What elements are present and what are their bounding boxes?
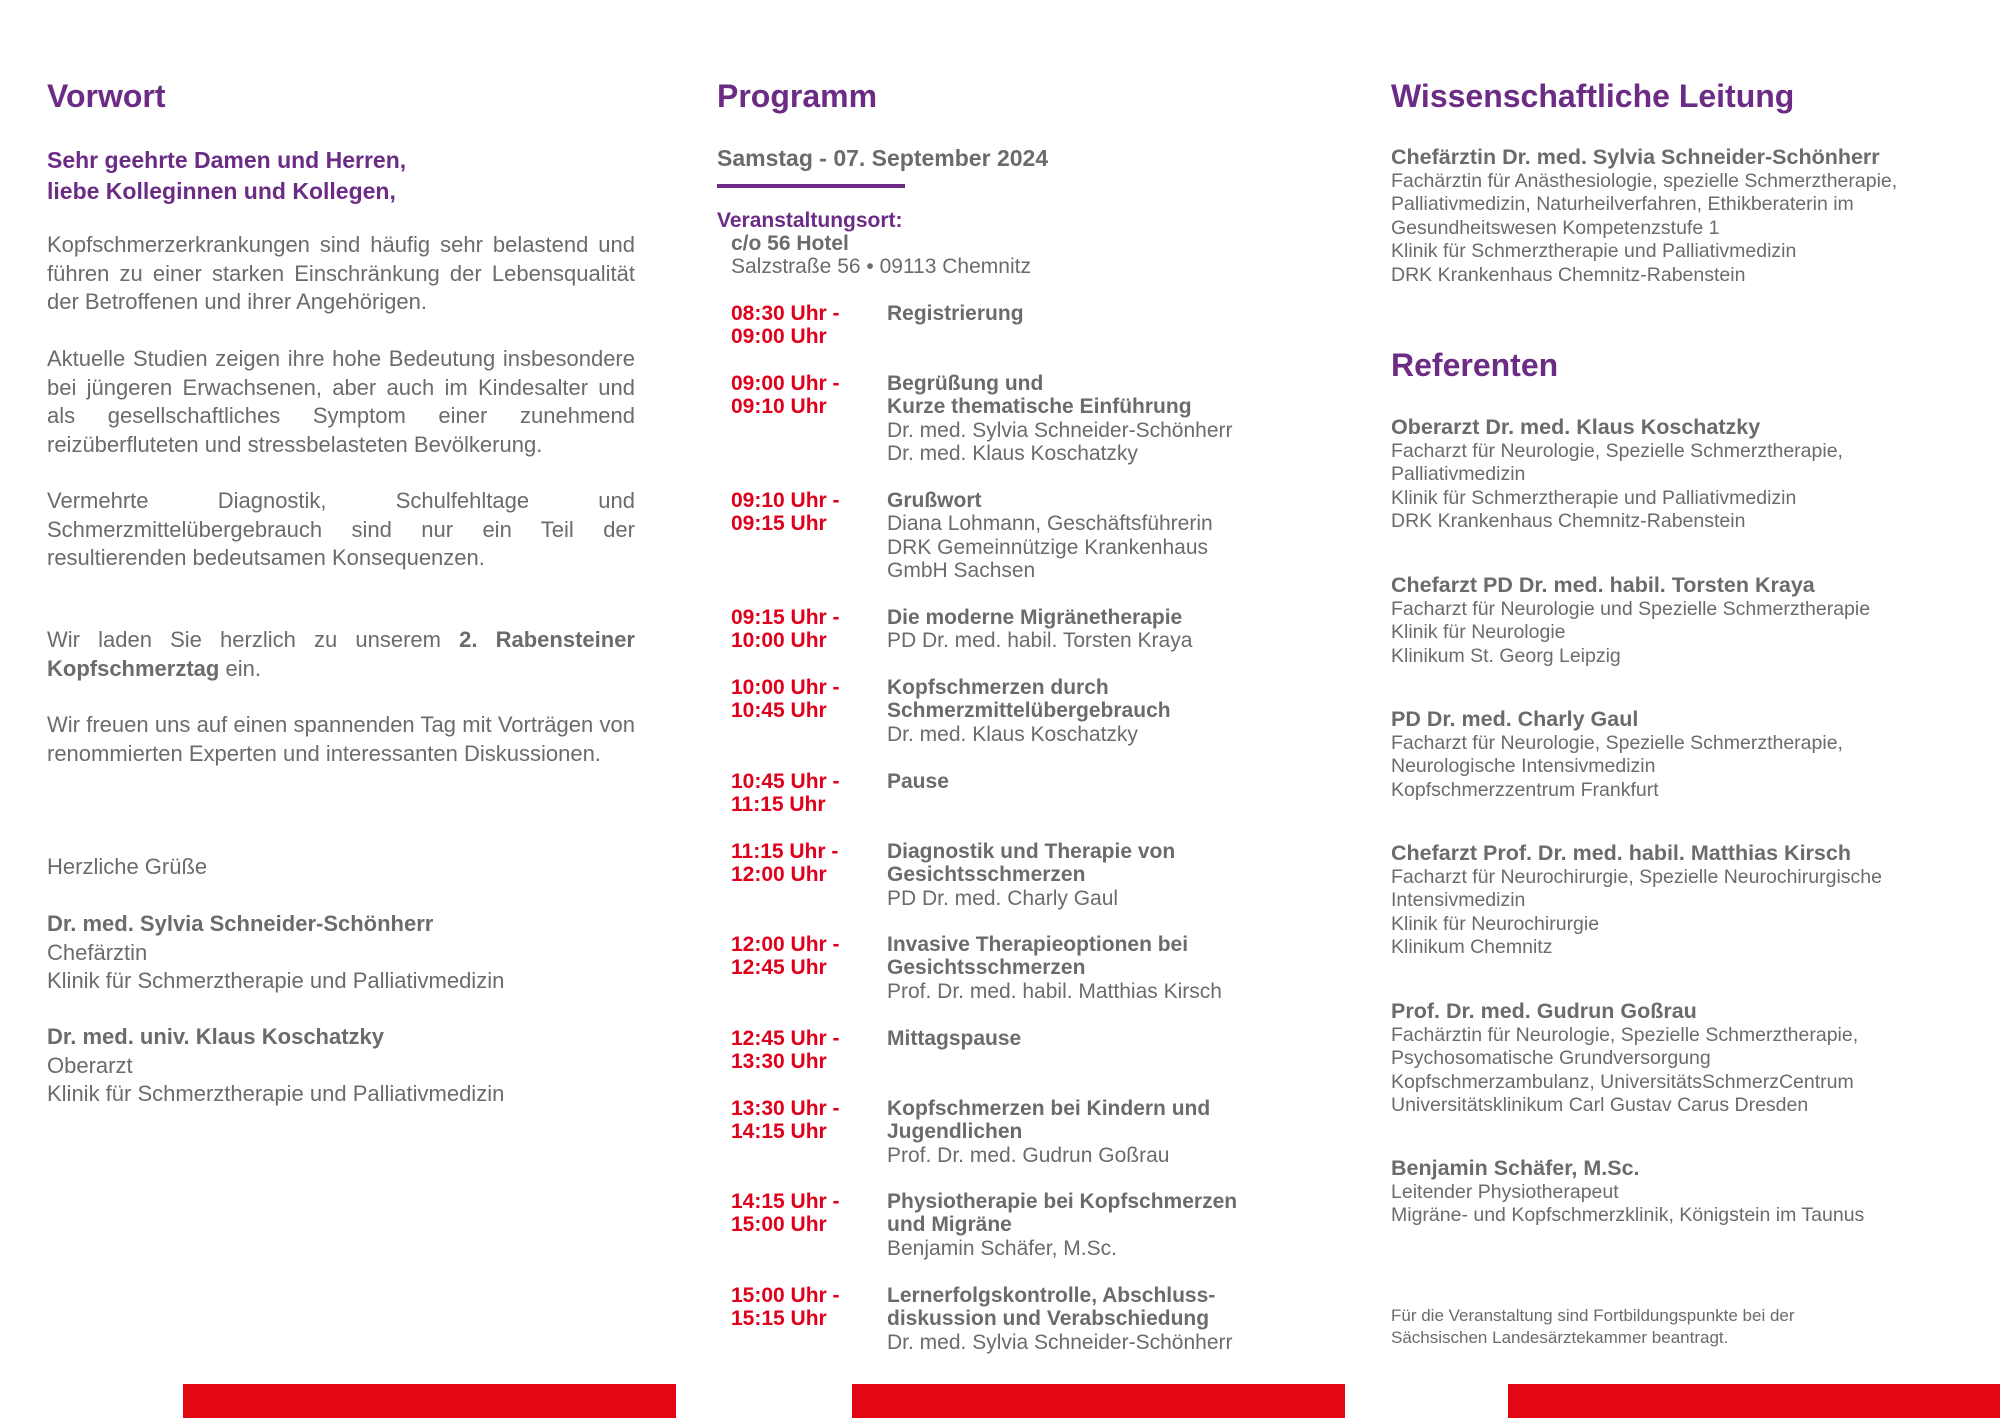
slot-speaker: Prof. Dr. med. Gudrun Goßrau: [887, 1143, 1170, 1167]
slot-info: [887, 489, 1347, 582]
slot-info: [887, 372, 1347, 465]
referent: [1391, 707, 1971, 802]
referent-detail: Klinikum Chemnitz: [1391, 936, 1553, 959]
slot-speaker: PD Dr. med. habil. Torsten Kraya: [887, 629, 1193, 653]
slot-speaker: Prof. Dr. med. habil. Matthias Kirsch: [887, 979, 1222, 1003]
leitung-heading: Wissenschaftliche Leitung: [1391, 78, 1795, 114]
referent-detail: Neurologische Intensivmedizin: [1391, 755, 1656, 778]
referent-name: Benjamin Schäfer, M.Sc.: [1391, 1156, 1640, 1180]
slot-time: [731, 489, 840, 536]
slot-title: Lernerfolgskontrolle, Abschluss-: [887, 1284, 1216, 1307]
slot-info: [887, 1027, 1347, 1050]
slot-time-start: 13:30 Uhr -: [731, 1097, 840, 1120]
footnote-line: Für die Veranstaltung sind Fortbildungspunkte bei der: [1391, 1306, 1795, 1325]
signature-name: Dr. med. univ. Klaus Koschatzky: [47, 1024, 385, 1049]
signature-dept: Klinik für Schmerztherapie und Palliativmedizin: [47, 1081, 505, 1106]
referent-name: Prof. Dr. med. Gudrun Goßrau: [1391, 999, 1697, 1023]
event-name: 2. Rabensteiner Kopfschmerztag: [47, 627, 635, 681]
slot-time: [731, 1027, 840, 1074]
slot-time-start: 11:15 Uhr -: [731, 840, 839, 863]
slot-title: Diagnostik und Therapie von: [887, 840, 1176, 863]
slot-time-start: 12:00 Uhr -: [731, 933, 840, 956]
slot-time: [731, 770, 840, 817]
slot-title: Registrierung: [887, 302, 1024, 325]
slot-title: Grußwort: [887, 489, 982, 512]
slot-info: [887, 606, 1347, 653]
event-date: Samstag - 07. September 2024: [717, 145, 1049, 171]
slot-time-end: 12:00 Uhr: [731, 863, 827, 887]
salutation-line-2: liebe Kolleginnen und Kollegen,: [47, 178, 396, 204]
paragraph-2: Aktuelle Studien zeigen ihre hohe Bedeutung insbesondere bei jüngeren Erwachsenen, aber auch im Kindesalter und als gesellschaftliches Symptom einer zunehmend reizüberfluteten und stressbelasteten Bevölkerung.: [47, 346, 635, 457]
slot-title: Kopfschmerzen durch: [887, 676, 1109, 699]
slot-speaker: Dr. med. Sylvia Schneider-Schönherr: [887, 418, 1233, 442]
referent-detail: Klinik für Schmerztherapie und Palliativmedizin: [1391, 486, 1797, 509]
slot-info: [887, 676, 1347, 746]
slot-title: Gesichtsschmerzen: [887, 956, 1086, 980]
person-detail: Gesundheitswesen Kompetenzstufe 1: [1391, 216, 1720, 239]
paragraph-invitation: [47, 626, 635, 683]
signature-role: Chefärztin: [47, 939, 148, 965]
slot-speaker: Dr. med. Klaus Koschatzky: [887, 722, 1138, 746]
slot-info: [887, 933, 1347, 1003]
slot-time-end: 09:10 Uhr: [731, 395, 827, 419]
salutation-line-1: Sehr geehrte Damen und Herren,: [47, 147, 407, 173]
slot-time-start: 10:45 Uhr -: [731, 770, 840, 793]
slot-title: Physiotherapie bei Kopfschmerzen: [887, 1190, 1238, 1213]
referent-detail: Leitender Physiotherapeut: [1391, 1181, 1619, 1203]
referent-name: Chefarzt PD Dr. med. habil. Torsten Kraya: [1391, 573, 1815, 597]
slot-speaker: Dr. med. Klaus Koschatzky: [887, 441, 1138, 465]
slot-time: [731, 933, 840, 980]
signature-2: [47, 1023, 504, 1109]
referent-detail: Universitätsklinikum Carl Gustav Carus Dresden: [1391, 1094, 1809, 1117]
referent-detail: Facharzt für Neurologie, Spezielle Schmerztherapie,: [1391, 440, 1843, 462]
slot-speaker: Benjamin Schäfer, M.Sc.: [887, 1236, 1117, 1260]
greeting: Herzliche Grüße: [47, 854, 208, 879]
slot-title: Invasive Therapieoptionen bei: [887, 933, 1189, 956]
paragraph-5: Wir freuen uns auf einen spannenden Tag mit Vorträgen von renommierten Experten und interessanten Diskussionen.: [47, 712, 635, 766]
slot-time: [731, 1284, 840, 1331]
slot-info: [887, 840, 1347, 910]
slot-time-end: 09:15 Uhr: [731, 512, 827, 536]
signature-name: Dr. med. Sylvia Schneider-Schönherr: [47, 911, 434, 936]
slot-time-end: 15:15 Uhr: [731, 1307, 827, 1331]
slot-time-end: 10:45 Uhr: [731, 699, 827, 723]
slot-speaker: Diana Lohmann, Geschäftsführerin: [887, 512, 1213, 536]
referent-detail: Klinik für Neurochirurgie: [1391, 912, 1600, 935]
slot-time-end: 13:30 Uhr: [731, 1050, 827, 1074]
slot-time-start: 10:00 Uhr -: [731, 676, 840, 699]
referent-detail: Facharzt für Neurochirurgie, Spezielle Neurochirurgische: [1391, 866, 1882, 888]
slot-title: Mittagspause: [887, 1027, 1022, 1050]
vorwort-heading: Vorwort: [47, 78, 166, 114]
signature-dept: Klinik für Schmerztherapie und Palliativmedizin: [47, 968, 505, 993]
slot-time-end: 15:00 Uhr: [731, 1213, 827, 1237]
referent-detail: Kopfschmerzzentrum Frankfurt: [1391, 778, 1659, 801]
slot-speaker: PD Dr. med. Charly Gaul: [887, 886, 1119, 910]
slot-title: Jugendlichen: [887, 1120, 1023, 1144]
date-underline: [717, 184, 905, 188]
slot-time: [731, 676, 840, 723]
slot-time-end: 11:15 Uhr: [731, 793, 826, 817]
referent-detail: Fachärztin für Neurologie, Spezielle Schmerztherapie,: [1391, 1024, 1859, 1046]
referent-detail: Kopfschmerzambulanz, UniversitätsSchmerzCentrum: [1391, 1070, 1854, 1093]
referent-detail: Klinik für Neurologie: [1391, 621, 1566, 644]
referent-detail: Intensivmedizin: [1391, 889, 1526, 912]
referent-detail: Klinikum St. Georg Leipzig: [1391, 644, 1621, 667]
slot-speaker: DRK Gemeinnützige Krankenhaus: [887, 535, 1209, 559]
referent-detail: Facharzt für Neurologie, Spezielle Schmerztherapie,: [1391, 732, 1843, 754]
referent-detail: DRK Krankenhaus Chemnitz-Rabenstein: [1391, 510, 1746, 533]
slot-title: Kurze thematische Einführung: [887, 395, 1192, 419]
slot-title: Pause: [887, 770, 949, 793]
slot-time-end: 12:45 Uhr: [731, 956, 827, 980]
footer-bar-left: [183, 1384, 676, 1418]
referenten-heading: Referenten: [1391, 347, 1559, 383]
slot-speaker: GmbH Sachsen: [887, 558, 1036, 582]
slot-time-start: 15:00 Uhr -: [731, 1284, 840, 1307]
referent: [1391, 1156, 1971, 1228]
referent-detail: Migräne- und Kopfschmerzklinik, Königstein im Taunus: [1391, 1204, 1865, 1227]
paragraph-1: Kopfschmerzerkrankungen sind häufig sehr belastend und führen zu einer starken Einschränkung der Lebensqualität der Betroffenen und ihrer Angehörigen.: [47, 232, 635, 314]
slot-time: [731, 1097, 840, 1144]
signature-role: Oberarzt: [47, 1052, 133, 1078]
slot-title: Gesichtsschmerzen: [887, 863, 1086, 887]
slot-title: Die moderne Migränetherapie: [887, 606, 1183, 629]
referent-detail: Palliativmedizin: [1391, 463, 1526, 486]
person-name: Chefärztin Dr. med. Sylvia Schneider-Schönherr: [1391, 145, 1880, 169]
slot-speaker: Dr. med. Sylvia Schneider-Schönherr: [887, 1330, 1233, 1354]
slot-info: [887, 1284, 1347, 1354]
cme-footnote: [1391, 1305, 1871, 1349]
slot-info: [887, 1190, 1347, 1260]
slot-time-start: 09:10 Uhr -: [731, 489, 840, 512]
slot-time: [731, 840, 838, 887]
slot-title: Begrüßung und: [887, 372, 1044, 395]
slot-time-end: 10:00 Uhr: [731, 629, 827, 653]
slot-time-start: 12:45 Uhr -: [731, 1027, 840, 1050]
slot-title: diskussion und Verabschiedung: [887, 1307, 1210, 1331]
slot-info: [887, 1097, 1347, 1167]
slot-time-start: 09:00 Uhr -: [731, 372, 840, 395]
slot-time-start: 14:15 Uhr -: [731, 1190, 840, 1213]
slot-info: [887, 302, 1347, 325]
venue-hotel: c/o 56 Hotel: [731, 232, 849, 255]
signature-1: [47, 910, 504, 996]
slot-time: [731, 1190, 840, 1237]
footnote-line: Sächsischen Landesärztekammer beantragt.: [1391, 1328, 1729, 1347]
slot-time-start: 09:15 Uhr -: [731, 606, 840, 629]
programm-heading: Programm: [717, 78, 878, 114]
slot-time-end: 14:15 Uhr: [731, 1120, 827, 1144]
referent: [1391, 415, 1971, 534]
invitation-text-pre: Wir laden Sie herzlich zu unserem: [47, 627, 460, 652]
venue-address: Salzstraße 56 • 09113 Chemnitz: [731, 255, 1031, 278]
footer-bar-right: [1508, 1384, 2000, 1418]
slot-time-start: 08:30 Uhr -: [731, 302, 840, 325]
referent-detail: Facharzt für Neurologie und Spezielle Schmerztherapie: [1391, 598, 1871, 620]
slot-info: [887, 770, 1347, 793]
person-detail: Palliativmedizin, Naturheilverfahren, Ethikberaterin im: [1391, 193, 1854, 216]
referent: [1391, 999, 1971, 1118]
referent-detail: Psychosomatische Grundversorgung: [1391, 1047, 1711, 1070]
salutation: [47, 145, 406, 207]
slot-time: [731, 302, 840, 349]
footer-bar-middle: [852, 1384, 1345, 1418]
leitung-person: [1391, 145, 1971, 287]
person-detail: DRK Krankenhaus Chemnitz-Rabenstein: [1391, 263, 1746, 286]
referent-name: PD Dr. med. Charly Gaul: [1391, 707, 1639, 731]
invitation-text-post: ein.: [219, 655, 261, 681]
slot-time: [731, 606, 840, 653]
referent: [1391, 841, 1971, 960]
venue-label: Veranstaltungsort:: [717, 209, 903, 232]
slot-title: Kopfschmerzen bei Kindern und: [887, 1097, 1211, 1120]
person-detail: Fachärztin für Anästhesiologie, spezielle Schmerztherapie,: [1391, 170, 1898, 192]
referent: [1391, 573, 1971, 668]
referent-name: Oberarzt Dr. med. Klaus Koschatzky: [1391, 415, 1761, 439]
slot-time: [731, 372, 840, 419]
slot-title: und Migräne: [887, 1213, 1012, 1237]
paragraph-3: Vermehrte Diagnostik, Schulfehltage und Schmerzmittelübergebrauch sind nur ein Teil der resultierenden bedeutsamen Konsequenzen.: [47, 488, 635, 570]
slot-time-end: 09:00 Uhr: [731, 325, 827, 349]
slot-title: Schmerzmittelübergebrauch: [887, 699, 1171, 723]
person-detail: Klinik für Schmerztherapie und Palliativmedizin: [1391, 240, 1797, 263]
referent-name: Chefarzt Prof. Dr. med. habil. Matthias Kirsch: [1391, 841, 1851, 865]
